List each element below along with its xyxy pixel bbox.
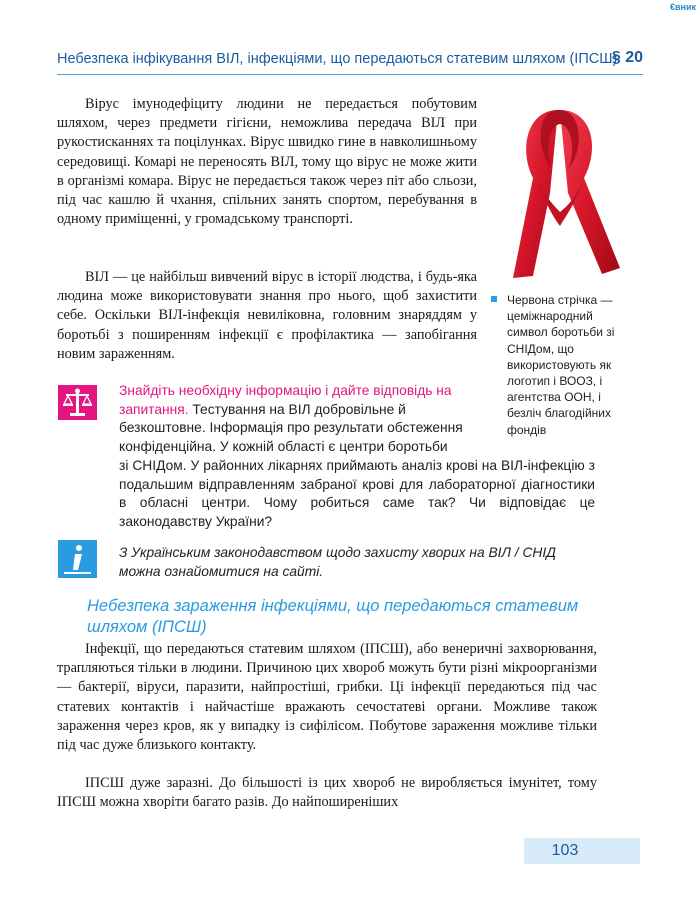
bullet-icon [491, 296, 497, 302]
info-text: З Українським законодавством щодо захисту хворих на ВІЛ / СНІД можна ознайомитися на сайті. [119, 545, 556, 579]
section-subheading: Небезпека зараження інфекціями, що передаються статевим шляхом (ІПСШ) [87, 597, 579, 636]
paragraph-hiv-transmission: Вірус імунодефіциту людини не передається побутовим шляхом, через предмети гігієни, неможлива передача ВІЛ при рукостисканнях та поцілунках. Вірус швидко гине в навколишньому середовищі. Комарі не переносять ВІЛ, тому що вірус не може жити в організмі комара. Вірус не передається також через піт або сльози, під час кашлю й чхання, спільних занять спортом, перебування в одному приміщенні, у громадському транспорті. [57, 96, 477, 228]
caption-text: Червона стрічка — цеміжнародний символ боротьби зі СНІДом, що використовують як логотип і ВООЗ, і агентства ООН, і безліч благодійних фондів [507, 293, 615, 437]
section-number: § 20 [611, 49, 643, 66]
page-header [57, 46, 643, 75]
paragraph-sti-contagious: ІПСШ дуже заразні. До більшості із цих хвороб не виробляється імунітет, тому ІПСШ можна хворіти багато разів. До найпоширеніших [57, 775, 597, 811]
paragraph-sti-intro: Інфекції, що передаються статевим шляхом (ІПСШ), або венеричні захворювання, трапляються тільки в людини. Причиною цих хвороб можуть бути різні мікроорганізми — бактерії, віруси, паразити, найпростіші, грибки. Ці інфекції передаються під час статевих контактів і найчастіше вражають сечостатеві органи. Можливе також зараження через кров, як у випадку із сифілісом. Побутове зараження можливе тільки під час дуже близького контакту. [57, 641, 597, 754]
task-text-bottom: зі СНІДом. У районних лікарнях приймають аналіз крові на ВІЛ-інфекцію з подальшим відправленням забраної крові для лабораторної діагностики в обласні центри. Чому робиться саме так? Чи відповідає це законодавству України? [119, 458, 595, 529]
publisher-logo: €вник [669, 2, 696, 12]
paragraph-hiv-prevention: ВІЛ — це найбільш вивчений вірус в історії людства, і будь-яка людина може використовувати знання про нього, щоб захистити себе. Оскільки ВІЛ-інфекція невиліковна, головним знаряддям у боротьбі з поширенням інфекції є профілактика — запобігання новим зараженням. [57, 269, 477, 362]
task-scales-icon [58, 385, 97, 420]
page-number: 103 [551, 842, 579, 859]
red-ribbon-image [488, 98, 638, 283]
ribbon-caption [493, 292, 633, 438]
task-highlight: Знайдіть необхідну інформацію і дайте відповідь на запитання. [119, 383, 452, 417]
header-title: Небезпека інфікування ВІЛ, інфекціями, що передаються статевим шляхом (ІПСШ) [57, 51, 618, 67]
task-text-part1: Тестування на ВІЛ добровільне й безкоштовне. Інформація про результати обстеження конфіденційна. У кожній області є центри боротьби [119, 401, 463, 454]
task-text-top [119, 382, 479, 456]
info-icon [58, 540, 97, 578]
page-number-box [524, 838, 640, 864]
